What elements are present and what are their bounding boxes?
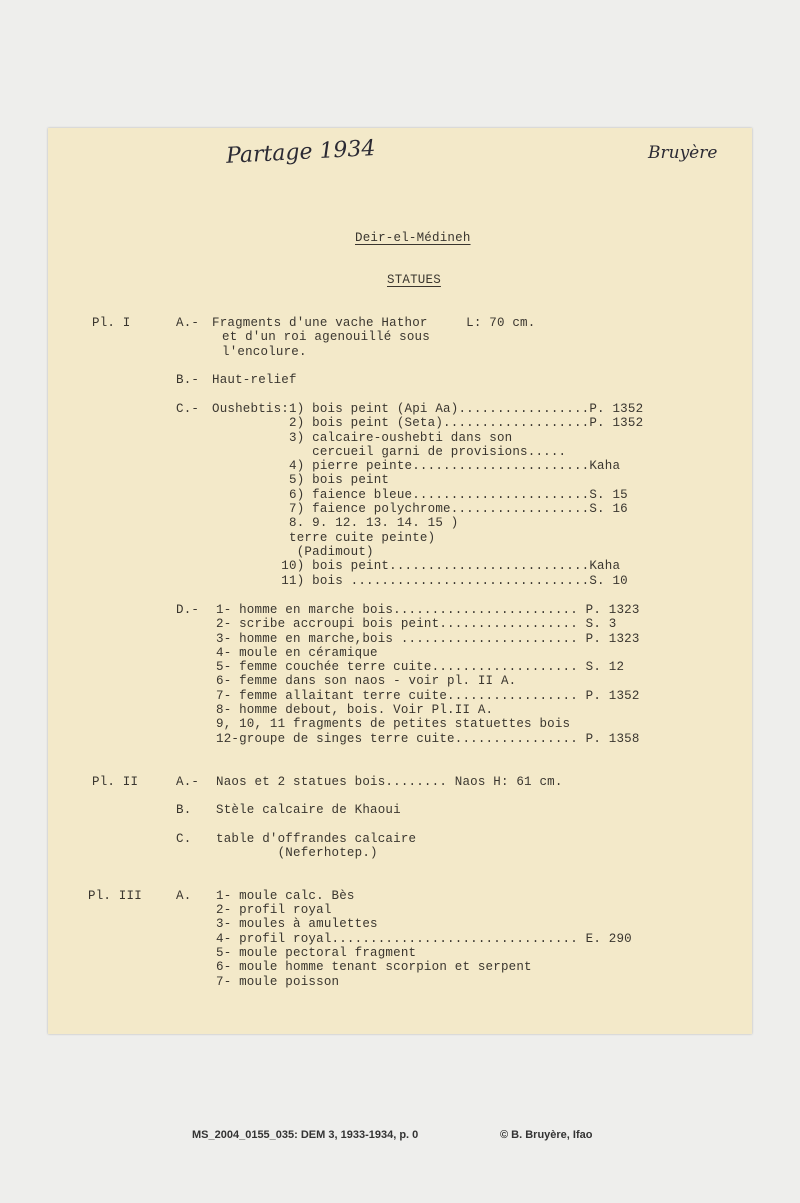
entry-line: 11) bois ...............................S. 10 — [212, 574, 628, 588]
entry-key: D.- — [176, 603, 200, 617]
entry-key: C. — [176, 832, 192, 846]
site-heading: Deir-el-Médineh — [355, 231, 471, 245]
entry-key: C.- — [176, 402, 200, 416]
entry-line: 4- profil royal................................ E. 290 — [216, 932, 632, 946]
entry-line: 8- homme debout, bois. Voir Pl.II A. — [216, 703, 494, 717]
entry-line: 4) pierre peinte.......................Kaha — [212, 459, 621, 473]
entry-key: A.- — [176, 316, 200, 330]
handwritten-author: Bruyère — [648, 143, 718, 163]
archive-reference: MS_2004_0155_035: DEM 3, 1933-1934, p. 0 — [192, 1129, 419, 1141]
entry-line: 9, 10, 11 fragments de petites statuettes bois — [216, 717, 571, 731]
entry-line: 1- homme en marche bois........................ P. 1323 — [216, 603, 640, 617]
entry-line: 5- moule pectoral fragment — [216, 946, 417, 960]
entry-line: cercueil garni de provisions..... — [212, 445, 567, 459]
entry-line: 2) bois peint (Seta)...................P. 1352 — [212, 416, 644, 430]
entry-line: l'encolure. — [222, 345, 307, 359]
entry-line: 6) faience bleue.......................S. 15 — [212, 488, 628, 502]
plate-label: Pl. III — [88, 889, 142, 903]
entry-line: Naos et 2 statues bois........ Naos H: 61 cm. — [216, 775, 563, 789]
entry-line: 3) calcaire-oushebti dans son — [212, 431, 513, 445]
entry-line: 5- femme couchée terre cuite................... S. 12 — [216, 660, 625, 674]
entry-line: 6- moule homme tenant scorpion et serpent — [216, 960, 532, 974]
entry-line: 7- femme allaitant terre cuite................. P. 1352 — [216, 689, 640, 703]
handwritten-partage: Partage 1934 — [225, 136, 377, 169]
section-heading: STATUES — [387, 273, 441, 287]
entry-line: 7) faience polychrome..................S. 16 — [212, 502, 628, 516]
plate-label: Pl. I — [92, 316, 131, 330]
entry-line: 12-groupe de singes terre cuite................ P. 1358 — [216, 732, 640, 746]
entry-line: 8. 9. 12. 13. 14. 15 ) — [212, 516, 459, 530]
entry-line: Oushebtis:1) bois peint (Api Aa).................P. 1352 — [212, 402, 644, 416]
entry-line: Stèle calcaire de Khaoui — [216, 803, 401, 817]
entry-line: 3- homme en marche,bois ....................... P. 1323 — [216, 632, 640, 646]
entry-line: table d'offrandes calcaire — [216, 832, 417, 846]
entry-line: Haut-relief — [212, 373, 297, 387]
entry-line: et d'un roi agenouillé sous — [222, 330, 430, 344]
entry-line: (Padimout) — [212, 545, 374, 559]
entry-key: A.- — [176, 775, 200, 789]
entry-line: 1- moule calc. Bès — [216, 889, 355, 903]
entry-line: 3- moules à amulettes — [216, 917, 378, 931]
entry-line: terre cuite peinte) — [212, 531, 436, 545]
entry-line: 7- moule poisson — [216, 975, 340, 989]
entry-key: A. — [176, 889, 192, 903]
entry-key: B. — [176, 803, 192, 817]
entry-line: 2- scribe accroupi bois peint.................. S. 3 — [216, 617, 617, 631]
entry-line: 2- profil royal — [216, 903, 332, 917]
entry-line: 6- femme dans son naos - voir pl. II A. — [216, 674, 517, 688]
entry-line: 4- moule en céramique — [216, 646, 378, 660]
entry-line: (Neferhotep.) — [216, 846, 378, 860]
copyright-credit: © B. Bruyère, Ifao — [500, 1129, 593, 1141]
plate-label: Pl. II — [92, 775, 139, 789]
entry-key: B.- — [176, 373, 200, 387]
entry-line: 5) bois peint — [212, 473, 390, 487]
entry-line: 10) bois peint..........................Kaha — [212, 559, 621, 573]
entry-line: Fragments d'une vache Hathor L: 70 cm. — [212, 316, 536, 330]
